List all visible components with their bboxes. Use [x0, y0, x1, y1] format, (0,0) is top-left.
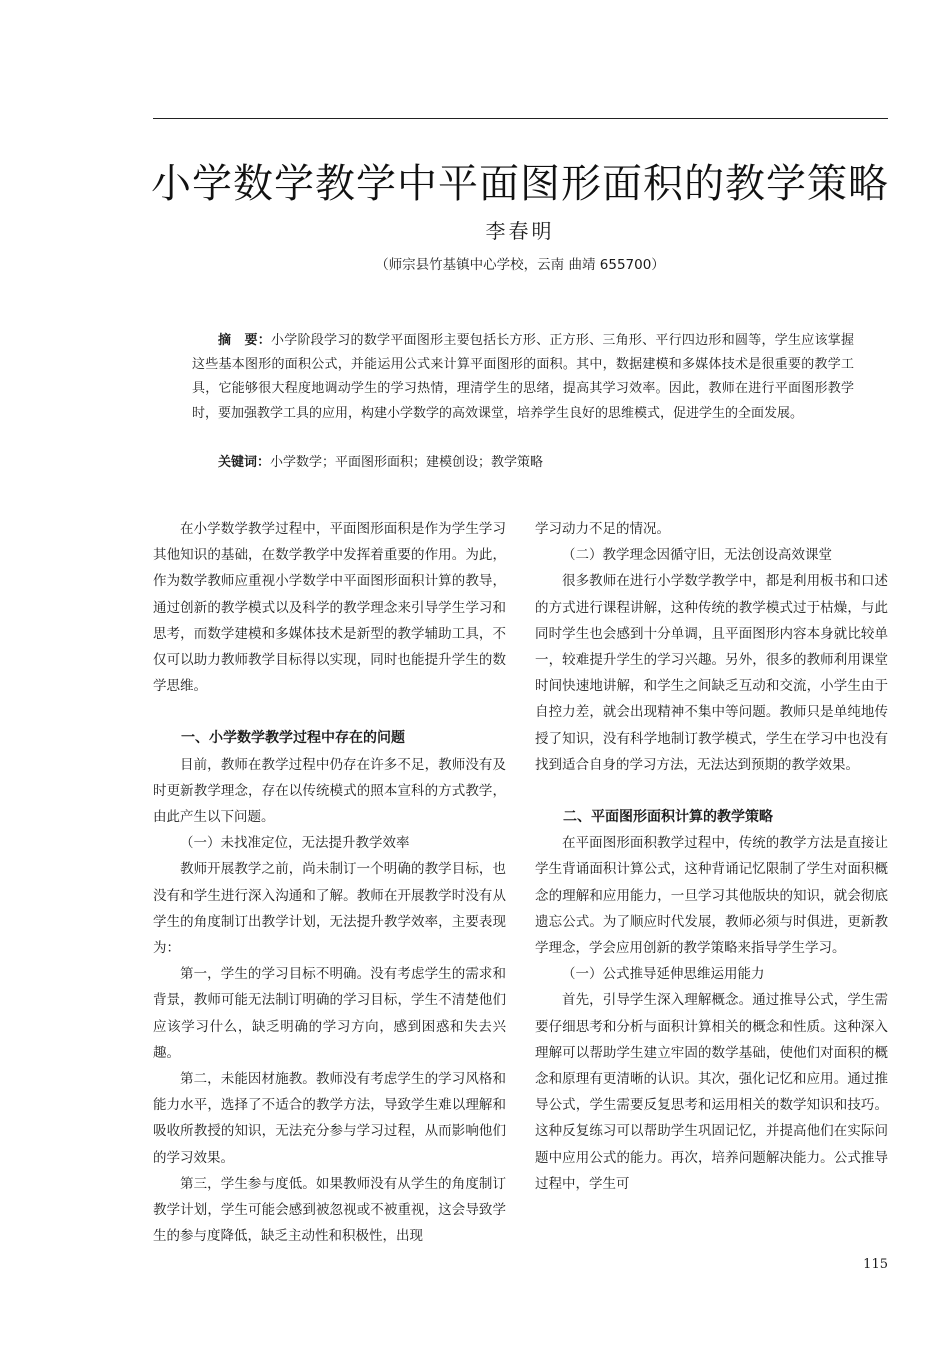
paragraph-continued: 学习动力不足的情况。 [535, 521, 670, 537]
paragraph: 第一，学生的学习目标不明确。没有考虑学生的需求和背景，教师可能无法制订明确的学习目标，学生不清楚他们应该学习什么，缺乏明确的学习方向，感到困惑和失去兴趣。 [153, 966, 506, 1061]
paragraph: 第三，学生参与度低。如果教师没有从学生的角度制订教学计划，学生可能会感到被忽视或不被重视，这会导致学生的参与度降低，缺乏主动性和积极性，出现 [153, 1175, 506, 1245]
header-rule [153, 118, 888, 119]
paragraph: 首先，引导学生深入理解概念。通过推导公式，学生需要仔细思考和分析与面积计算相关的概念和性质。这种深入理解可以帮助学生建立牢固的数学基础，使他们对面积的概念和原理有更清晰的认识。其次，强化记忆和应用。通过推导公式，学生需要反复思考和运用相关的数学知识和技巧。这种反复练习可以帮助学生巩固记忆，并提高他们在实际问题中应用公式的能力。再次，培养问题解决能力。公式推导过程中，学生可 [535, 992, 888, 1192]
paragraph: 第二，未能因材施教。教师没有考虑学生的学习风格和能力水平，选择了不适合的教学方法，导致学生难以理解和吸收所教授的知识，无法充分参与学习过程，从而影响他们的学习效果。 [153, 1071, 506, 1166]
abstract [192, 329, 854, 426]
section-gap [153, 699, 506, 725]
paragraph: 很多教师在进行小学数学教学中，都是利用板书和口述的方式进行课程讲解，这种传统的教学模式过于枯燥，与此同时学生也会感到十分单调，且平面图形内容本身就比较单一，较难提升学生的学习兴趣。另外，很多的教师利用课堂时间快速地讲解，和学生之间缺乏互动和交流，小学生由于自控力差，就会出现精神不集中等问题。教师只是单纯地传授了知识，没有科学地制订教学模式，学生在学习中也没有找到适合自身的学习方法，无法达到预期的教学效果。 [535, 573, 888, 773]
abstract-text: 小学阶段学习的数学平面图形主要包括长方形、正方形、三角形、平行四边形和圆等，学生应该掌握这些基本图形的面积公式，并能运用公式来计算平面图形的面积。其中，数据建模和多媒体技术是很重要的教学工具，它能够很大程度地调动学生的学习热情，理清学生的思绪，提高其学习效率。因此，教师在进行平面图形教学时，要加强教学工具的应用，构建小学数学的高效课堂，培养学生良好的思维模式，促进学生的全面发展。 [192, 333, 854, 421]
subsection-heading-1-1: （一）未找准定位，无法提升教学效率 [180, 835, 410, 852]
subsection-heading-1-2: （二）教学理念因循守旧，无法创设高效课堂 [562, 547, 832, 564]
section-heading-2: 二、平面图形面积计算的教学策略 [563, 809, 773, 826]
paragraph: 在平面图形面积教学过程中，传统的教学方法是直接让学生背诵面积计算公式，这种背诵记忆限制了学生对面积概念的理解和应用能力，一旦学习其他版块的知识，就会彻底遗忘公式。为了顺应时代发展，教师必须与时俱进，更新教学理念，学会应用创新的教学策略来指导学生学习。 [535, 835, 888, 957]
abstract-label: 摘 要： [218, 333, 272, 348]
subsection-heading-2-1: （一）公式推导延伸思维运用能力 [562, 966, 765, 983]
author-affiliation: （师宗县竹基镇中心学校，云南 曲靖 655700） [375, 257, 665, 273]
section-gap [535, 778, 888, 804]
body-column-right [535, 516, 888, 1197]
keywords-text: 小学数学；平面图形面积；建模创设；教学策略 [270, 455, 544, 470]
page-number: 115 [863, 1257, 888, 1272]
paragraph: 教师开展教学之前，尚未制订一个明确的教学目标，也没有和学生进行深入沟通和了解。教师在开展教学时没有从学生的角度制订出教学计划，无法提升教学效率，主要表现为： [153, 861, 506, 957]
section-heading-1: 一、小学数学教学过程中存在的问题 [181, 730, 405, 747]
paragraph: 目前，教师在教学过程中仍存在许多不足，教师没有及时更新教学理念，存在以传统模式的照本宣科的方式教学，由此产生以下问题。 [153, 756, 506, 826]
author-name: 李春明 [485, 219, 555, 243]
body-column-left [153, 516, 506, 1249]
keywords [192, 451, 854, 475]
intro-paragraph: 在小学数学教学过程中，平面图形面积是作为学生学习其他知识的基础，在数学教学中发挥着重要的作用。为此，作为数学教师应重视小学数学中平面图形面积计算的教导，通过创新的教学模式以及科学的教学理念来引导学生学习和思考，而数学建模和多媒体技术是新型的教学辅助工具，不仅可以助力教师教学目标得以实现，同时也能提升学生的数学思维。 [153, 521, 506, 695]
article-title: 小学数学教学中平面图形面积的教学策略 [151, 161, 889, 207]
keywords-label: 关键词： [218, 455, 271, 470]
